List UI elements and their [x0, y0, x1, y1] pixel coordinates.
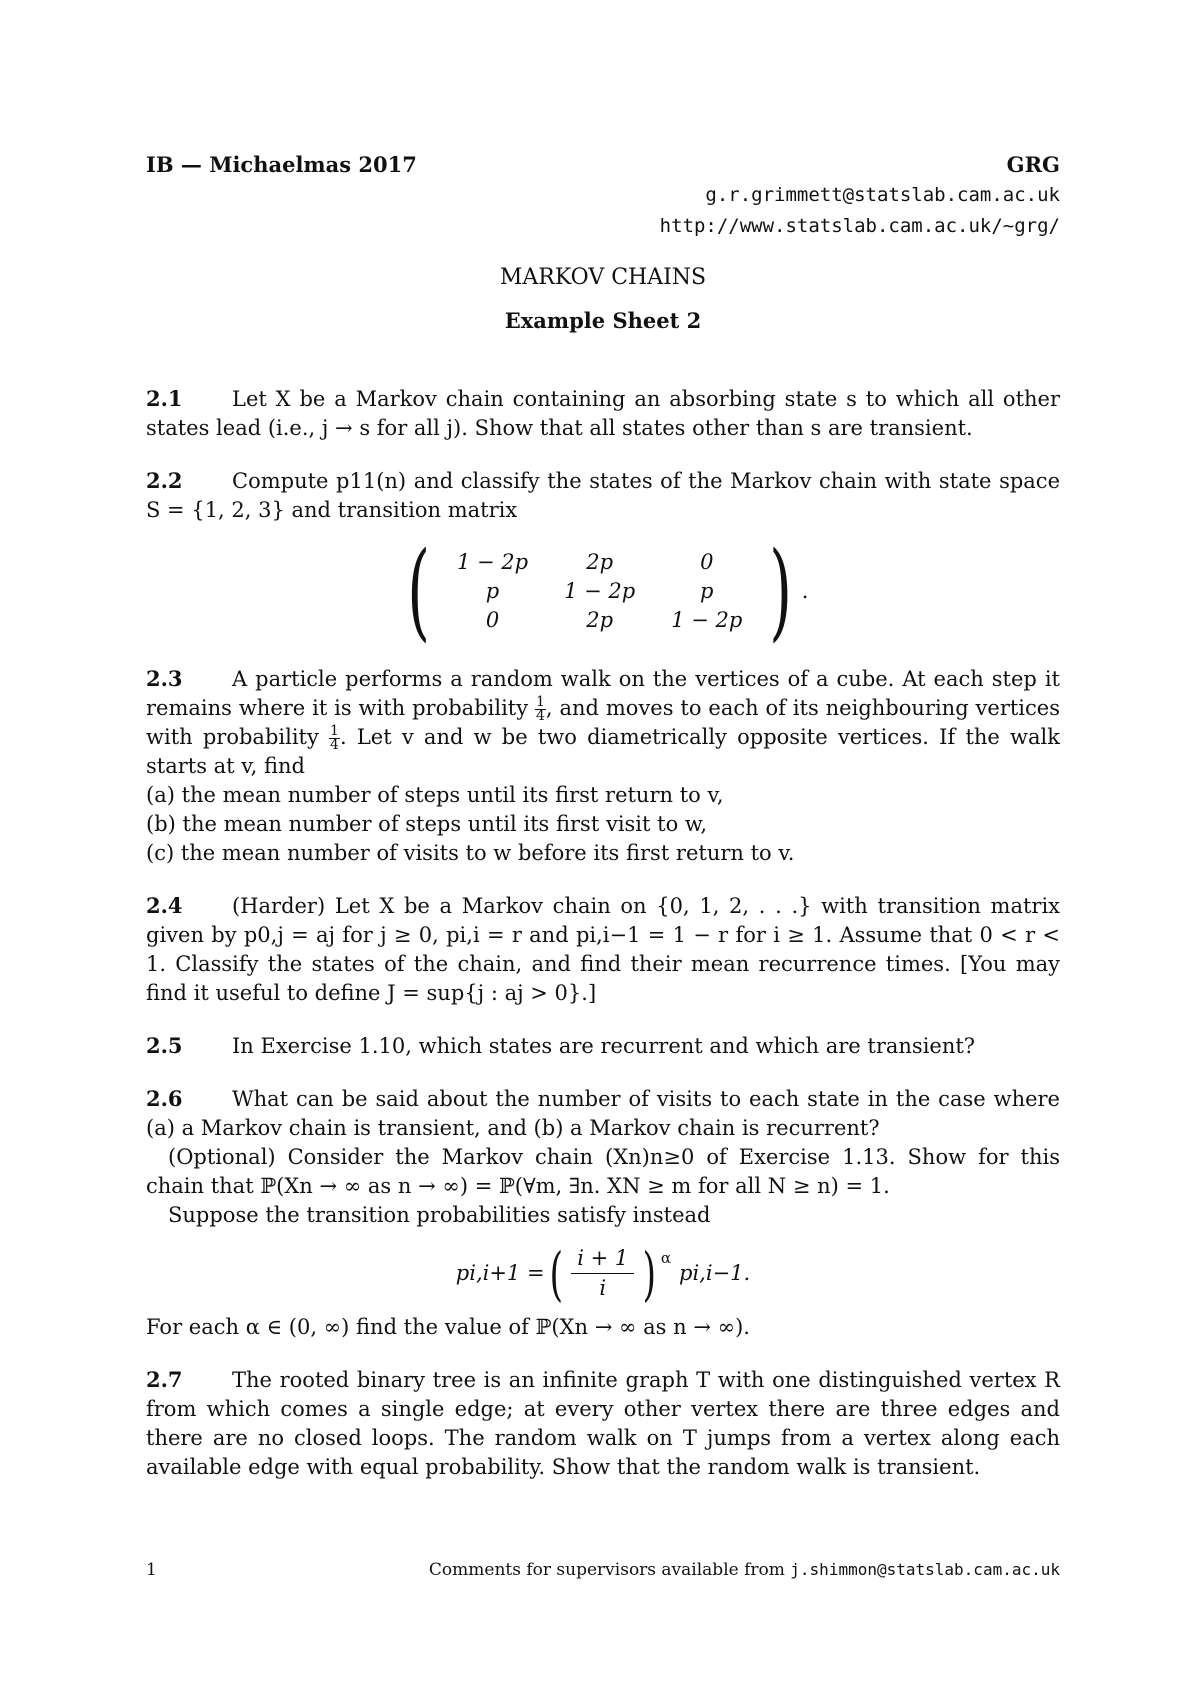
equation-fraction	[571, 1244, 634, 1303]
exercise-2-1	[146, 384, 1060, 443]
equation-exponent: α	[660, 1249, 672, 1267]
exercise-2-7	[146, 1365, 1060, 1482]
exercise-number: 2.6	[146, 1086, 183, 1111]
exercise-2-4	[146, 891, 1060, 1008]
fraction-numerator: 1	[536, 694, 545, 710]
equation-rhs: pi,i−1.	[679, 1261, 751, 1285]
left-paren: (	[406, 529, 430, 652]
transition-matrix	[146, 529, 1060, 652]
exercise-paragraph: Suppose the transition probabilities satisfy instead	[168, 1203, 711, 1227]
exercise-number: 2.3	[146, 666, 183, 691]
fraction-denominator: i	[599, 1276, 607, 1300]
fraction-denominator: 4	[330, 737, 339, 753]
exercise-2-3	[146, 664, 1060, 868]
list-item: (c) the mean number of visits to w before its first return to v.	[146, 841, 795, 865]
author-email[interactable]: g.r.grimmett@statslab.cam.ac.uk	[705, 184, 1060, 206]
matrix-cell: 2p	[586, 549, 614, 574]
footer-email[interactable]: j.shimmon@statslab.cam.ac.uk	[790, 1560, 1060, 1579]
exercise-text-b: , and moves to each of its neighbouring vertices with probability	[146, 696, 1060, 749]
fraction-numerator: 1	[330, 723, 339, 739]
author-url[interactable]: http://www.statslab.cam.ac.uk/~grg/	[659, 215, 1060, 237]
matrix-cell: p	[485, 578, 500, 603]
matrix-cell: 0	[700, 549, 714, 574]
page-footer	[146, 1560, 1060, 1580]
page-number: 1	[146, 1560, 157, 1580]
matrix-period: .	[801, 578, 809, 603]
exercise-number: 2.4	[146, 893, 183, 918]
fraction	[329, 725, 340, 752]
matrix-row	[439, 577, 760, 606]
document-page	[146, 150, 1060, 1482]
matrix-row	[439, 606, 760, 635]
exercise-number: 2.5	[146, 1033, 183, 1058]
display-equation	[146, 1239, 1060, 1308]
exercise-text-c: . Let v and w be two diametrically opposite vertices. If the walk starts at v, find	[146, 725, 1060, 778]
matrix-row	[439, 548, 760, 577]
exercise-2-2	[146, 466, 1060, 652]
author-initials: GRG	[1006, 152, 1060, 177]
matrix-cell: 1 − 2p	[671, 607, 743, 632]
matrix-cell: 2p	[586, 607, 614, 632]
fraction	[535, 696, 546, 723]
page-title: MARKOV CHAINS	[499, 265, 707, 290]
header-row	[146, 150, 1060, 179]
right-paren: )	[642, 1239, 657, 1308]
footer-note	[429, 1560, 1060, 1580]
exercise-number: 2.1	[146, 386, 183, 411]
course-label: IB — Michaelmas 2017	[146, 152, 417, 177]
exercise-text: In Exercise 1.10, which states are recurrent and which are transient?	[232, 1034, 976, 1058]
matrix-cell: 1 − 2p	[564, 578, 636, 603]
equation-lhs: pi,i+1 =	[455, 1261, 545, 1285]
matrix-cell: p	[700, 578, 714, 603]
exercise-text: (Harder) Let X be a Markov chain on {0, 1, 2, . . .} with transition matrix given by p0,j = aj for j ≥ 0, pi,i = r and pi,i−1 = 1 − r for i ≥ 1. Assume that 0 < r < 1. Classify the states of the chain, and find their mean recurrence times. [You may find it useful to define J = sup{j : aj > 0}.]	[146, 894, 1060, 1005]
footer-text: Comments for supervisors available from	[428, 1560, 785, 1580]
matrix-table	[439, 548, 760, 635]
list-item: (a) the mean number of steps until its first return to v,	[146, 783, 724, 807]
fraction-denominator: 4	[536, 708, 545, 724]
exercise-2-5	[146, 1031, 1060, 1061]
exercise-paragraph: For each α ∈ (0, ∞) find the value of ℙ(Xn → ∞ as n → ∞).	[146, 1315, 750, 1339]
exercise-number: 2.2	[146, 468, 183, 493]
matrix-cell: 0	[485, 607, 500, 632]
matrix-cell: 1 − 2p	[456, 549, 529, 574]
exercise-text-a: A particle performs a random walk on the vertices of a cube. At each step it remains where it is with probability	[146, 667, 1060, 720]
right-paren: )	[769, 529, 793, 652]
exercise-text: Compute p11(n) and classify the states of the Markov chain with state space S = {1, 2, 3} and transition matrix	[146, 469, 1060, 522]
page-subtitle: Example Sheet 2	[504, 308, 702, 333]
list-item: (b) the mean number of steps until its first visit to w,	[146, 812, 708, 836]
exercise-number: 2.7	[146, 1367, 183, 1392]
exercise-text: What can be said about the number of visits to each state in the case where (a) a Markov chain is transient, and (b) a Markov chain is recurrent?	[146, 1087, 1060, 1140]
exercise-paragraph: (Optional) Consider the Markov chain (Xn)n≥0 of Exercise 1.13. Show for this chain that ℙ(Xn → ∞ as n → ∞) = ℙ(∀m, ∃n. XN ≥ m for all N ≥ n) = 1.	[146, 1145, 1060, 1198]
exercise-text: The rooted binary tree is an infinite graph T with one distinguished vertex R from which comes a single edge; at every other vertex there are three edges and there are no closed loops. The random walk on T jumps from a vertex along each available edge with equal probability. Show that the random walk is transient.	[146, 1368, 1060, 1479]
fraction-numerator: i + 1	[571, 1244, 634, 1274]
exercise-text: Let X be a Markov chain containing an absorbing state s to which all other states lead (i.e., j → s for all j). Show that all states other than s are transient.	[146, 387, 1060, 440]
exercise-2-6	[146, 1084, 1060, 1342]
left-paren: (	[549, 1239, 563, 1308]
